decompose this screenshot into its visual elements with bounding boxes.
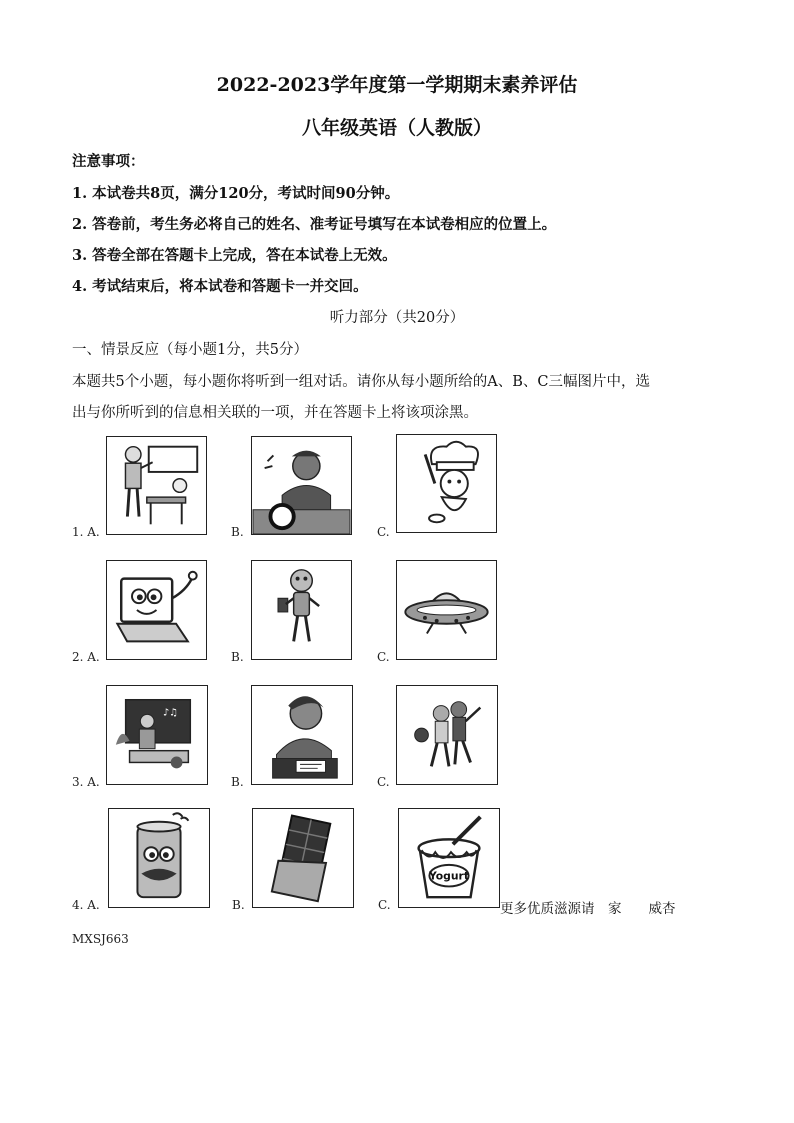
q3-picture-a[interactable] bbox=[106, 685, 208, 785]
music-class-icon bbox=[107, 686, 207, 784]
q2-picture-c[interactable] bbox=[396, 560, 497, 660]
driver-icon bbox=[252, 437, 351, 534]
instruction-line-1: 本题共5个小题，每小题你将听到一组对话。请你从每小题所给的A、B、C三幅图片中，选 bbox=[72, 374, 650, 390]
q1-label-a: 1. A. bbox=[72, 525, 100, 539]
q1-label-c: C. bbox=[377, 525, 390, 539]
q1-label-b: B. bbox=[231, 525, 244, 539]
notice-item-3: 3. 答卷全部在答题卡上完成，答在本试卷上无效。 bbox=[72, 247, 397, 264]
q2-label-c: C. bbox=[377, 650, 390, 664]
q4-picture-b[interactable] bbox=[252, 808, 354, 908]
chocolate-bar-icon bbox=[253, 809, 353, 907]
q1-picture-c[interactable] bbox=[396, 434, 497, 533]
q1-picture-a[interactable] bbox=[106, 436, 207, 535]
section-title: 一、情景反应（每小题1分，共5分） bbox=[72, 342, 308, 358]
svg-text:♪♫: ♪♫ bbox=[162, 707, 178, 719]
chef-icon bbox=[397, 435, 496, 532]
teacher-blackboard-icon bbox=[107, 437, 206, 534]
watermark-text: 更多优质滋源请 家 威杏 bbox=[500, 901, 676, 917]
notice-item-4: 4. 考试结束后，将本试卷和答题卡一并交回。 bbox=[72, 278, 368, 295]
listening-part-title: 听力部分（共20分） bbox=[329, 310, 465, 326]
yogurt-icon bbox=[399, 809, 499, 907]
q4-label-b: B. bbox=[232, 898, 245, 912]
q1-picture-b[interactable] bbox=[251, 436, 352, 535]
q3-picture-b[interactable] bbox=[251, 685, 353, 785]
notice-heading: 注意事项： bbox=[72, 153, 145, 170]
q4-label-c: C. bbox=[378, 898, 391, 912]
laptop-icon bbox=[107, 561, 206, 659]
q3-label-b: B. bbox=[231, 775, 244, 789]
student-studying-icon bbox=[252, 686, 352, 784]
q2-label-a: 2. A. bbox=[72, 650, 100, 664]
ufo-icon bbox=[397, 561, 496, 659]
q3-label-a: 3. A. bbox=[72, 775, 100, 789]
basketball-icon bbox=[397, 686, 497, 784]
notice-item-2: 2. 答卷前，考生务必将自己的姓名、准考证号填写在本试卷相应的位置上。 bbox=[72, 216, 557, 233]
robot-icon bbox=[252, 561, 351, 659]
q3-label-c: C. bbox=[377, 775, 390, 789]
page-title: 2022-2023学年度第一学期期末素养评估 bbox=[216, 74, 578, 96]
yogurt-label: Yogurt bbox=[428, 869, 470, 883]
watermark-code: MXSJ663 bbox=[72, 932, 129, 946]
q2-picture-a[interactable] bbox=[106, 560, 207, 660]
q2-label-b: B. bbox=[231, 650, 244, 664]
page-subtitle: 八年级英语（人教版） bbox=[301, 117, 492, 139]
instruction-line-2: 出与你所听到的信息相关联的一项，并在答题卡上将该项涂黑。 bbox=[72, 405, 478, 421]
q4-picture-a[interactable] bbox=[108, 808, 210, 908]
q4-label-a: 4. A. bbox=[72, 898, 100, 912]
q4-picture-c[interactable] bbox=[398, 808, 500, 908]
q2-picture-b[interactable] bbox=[251, 560, 352, 660]
soda-can-icon bbox=[109, 809, 209, 907]
notice-item-1: 1. 本试卷共8页，满分120分，考试时间90分钟。 bbox=[72, 185, 400, 202]
q3-picture-c[interactable] bbox=[396, 685, 498, 785]
